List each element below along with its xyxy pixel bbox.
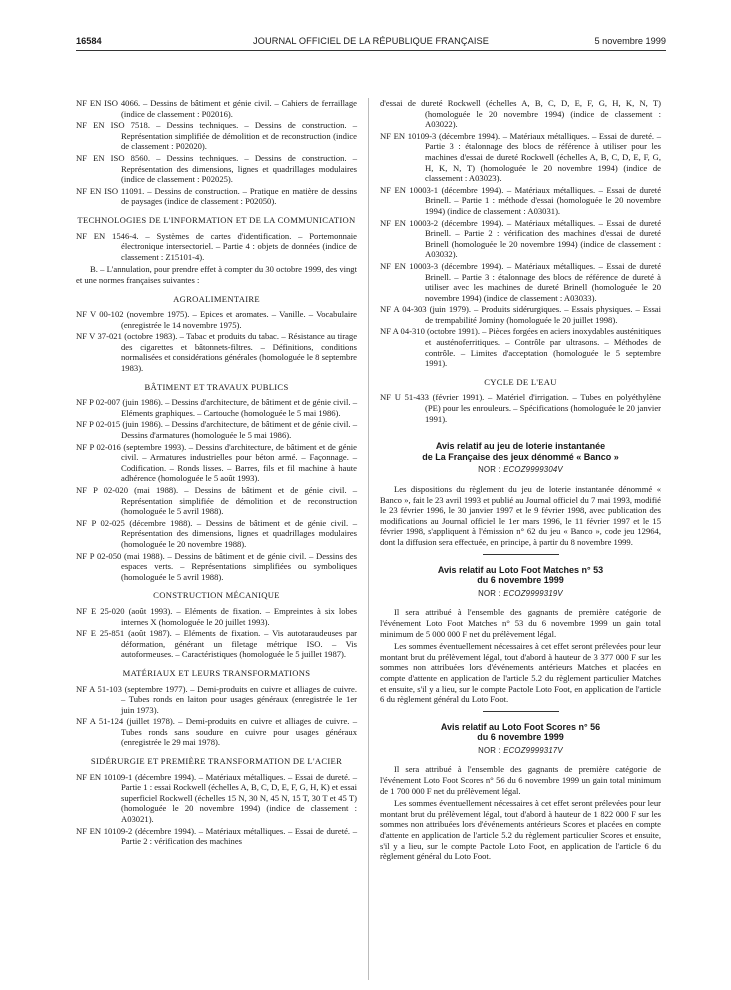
norm-ref: NF EN 10109-1 [76, 771, 133, 782]
norm-ref: NF EN 10003-3 [380, 260, 439, 271]
avis-paragraph: Les dispositions du règlement du jeu de loterie instantanée dénommé « Banco », fait le 23 avril 1993 et publié au Journal officiel du 7 mai 1993, modifié le 23 février 1996, le 30 janvier 1997 et le 9 février 1998, avec publication des modifications au Journal officiel le 1er mars 1996, le 11 février 1997 et le 15 février 1998, s'appliquent à l'émission n° 62 du jeu « Banco », code jeu 12964, dont la diffusion sera effectuée, en principe, à partir du 8 novembre 1999. [380, 484, 661, 547]
avis-paragraph: Il sera attribué à l'ensemble des gagnants de première catégorie de l'événement Loto Foot Scores n° 56 du 6 novembre 1999 un gain total minimum de 1 700 000 F net du prélèvement légal. [380, 764, 661, 796]
avis-title-line: du 6 novembre 1999 [477, 732, 564, 743]
journal-title: JOURNAL OFFICIEL DE LA RÉPUBLIQUE FRANÇAISE [253, 36, 489, 46]
norm-ref: NF EN ISO 7518. [76, 120, 150, 131]
norm-entry [380, 185, 661, 217]
nor-label: NOR : [478, 465, 501, 475]
norm-ref: NF E 25-851 [76, 628, 125, 639]
avis-title-line: Avis relatif au Loto Foot Scores n° 56 [440, 721, 601, 732]
section-heading-mat: MATÉRIAUX ET LEURS TRANSFORMATIONS [122, 667, 311, 678]
norm-entry [380, 392, 661, 424]
norm-text: (mai 1988). – Dessins de bâtiment et de génie civil. – Représentation simplifiée de démolition et de reconstruction (homologuée le 5 avril 1988). [121, 485, 357, 517]
norm-text: (décembre 1988). – Dessins de bâtiment et de génie civil. – Représentation des dimensions, lignes et quadrillages modulaires (homologuée le 20 novembre 1988). [121, 517, 357, 549]
norm-text: (août 1987). – Eléments de fixation. – Vis autotaraudeuses par déformation, générant un filetage métrique ISO. – Vis autoformeuses. – Caractéristiques (homologuée le 5 juillet 1987). [121, 628, 357, 660]
section-heading-sid: SIDÉRURGIE ET PREMIÈRE TRANSFORMATION DE L'ACIER [90, 756, 343, 767]
norm-entry [76, 397, 357, 418]
norm-text: – Dessins techniques. – Dessins de construction. – Représentation des dimensions, lignes et quadrillages modulaires (indice de classement : P02025). [121, 152, 357, 185]
norm-entry [380, 218, 661, 260]
norm-entry [76, 772, 357, 825]
norm-text: – Dessins de construction. – Pratique en matière de dessins de paysages (indice de classement : P02050). [121, 185, 357, 207]
separator-rule [483, 554, 559, 555]
norm-ref: NF A 51-103 [76, 683, 122, 694]
norm-text: (décembre 1994). – Matériaux métalliques. – Essai de dureté Brinell. – Partie 3 : étalonnage des blocs de référence de dureté à utiliser avec les machines de dureté Brinell (homologuée le 20 novembre 1994) (indice de classement : A03033). [425, 260, 662, 303]
norm-text: (décembre 1994). – Matériaux métalliques. – Essai de dureté. – Partie 3 : étalonnage des blocs de référence à utiliser pour les machines d'essai de dureté Rockwell (échelles A, B, C, D, E, F, G, H, K, N, T) (homologuée le 20 novembre 1994) (indice de classement : A03023). [425, 130, 661, 184]
norm-entry [76, 518, 357, 550]
norm-text: (août 1993). – Eléments de fixation. – Empreintes à six lobes internes X (homologuée le 20 juillet 1993). [121, 605, 357, 627]
norm-text: (décembre 1994). – Matériaux métalliques. – Essai de dureté. – Partie 2 : vérification des machines [121, 825, 357, 847]
norm-entry [380, 304, 661, 325]
norm-entry [380, 326, 661, 368]
nor-reference [380, 589, 661, 600]
norm-entry [76, 684, 357, 716]
norm-text: (septembre 1977). – Demi-produits en cuivre et alliages de cuivre. – Tubes ronds en laiton pour usages généraux (enregistrée le 1er juin 1973). [121, 683, 357, 715]
norm-text: (octobre 1991). – Pièces forgées en aciers inoxydables austénitiques et austénoferritiques. – Contrôle par ultrasons. – Méthodes de contrôle. – Limites d'acceptation (homologuée le 5 septembre 1991). [425, 326, 661, 369]
norm-text: (juin 1979). – Produits sidérurgiques. – Essais physiques. – Essai de trempabilité Jominy (homologuée le 20 juillet 1998). [425, 304, 661, 325]
section-heading-tic: TECHNOLOGIES DE L'INFORMATION ET DE LA COMMUNICATION [77, 214, 356, 225]
norm-ref: NF EN 10003-2 [380, 217, 439, 228]
norm-text: – Dessins techniques. – Dessins de construction. – Représentation simplifiée de démolition et de reconstruction (indice de classement : P02020). [121, 120, 357, 152]
norm-ref: NF EN 10109-3 [380, 130, 437, 141]
section-heading-eau: CYCLE DE L'EAU [484, 376, 557, 387]
norm-text: – Systèmes de cartes d'identification. – Portemonnaie électronique intersectoriel. – Partie 4 : objets de données (indice de classement : Z15101-4). [121, 230, 357, 262]
nor-label: NOR : [478, 588, 501, 598]
issue-date: 5 novembre 1999 [594, 36, 666, 46]
column-divider [368, 98, 369, 980]
norm-text: (décembre 1994). – Matériaux métalliques. – Essai de dureté Brinell. – Partie 2 : vérification des machines d'essai de dureté Brinell (homologuée le 20 novembre 1994) (indice de classement : A03032). [425, 217, 662, 260]
norm-entry [76, 98, 357, 119]
norm-ref: NF EN ISO 8560. [76, 152, 150, 163]
norm-ref: NF P 02-015 [76, 419, 121, 430]
avis-banco-title [380, 441, 661, 462]
norm-text: (février 1991). – Matériel d'irrigation. – Tubes en polyéthylène (PE) pour les enrouleurs. – Spécifications (homologuée le 20 janvier 1991). [425, 392, 661, 424]
nor-label: NOR : [478, 745, 501, 755]
norm-ref: NF P 02-007 [76, 397, 121, 408]
norm-ref: NF A 04-303 [380, 304, 427, 315]
norm-entry-continuation: d'essai de dureté Rockwell (échelles A, B, C, D, E, F, G, H, K, N, T) (homologuée le 20 novembre 1994) (indice de classement : A03022). [380, 98, 661, 130]
norm-entry [76, 716, 357, 748]
norm-text: (juin 1986). – Dessins d'architecture, de bâtiment et de génie civil. – Eléments graphiques. – Cartouche (homologuée le 5 mai 1986). [121, 397, 357, 418]
norm-text: (juillet 1978). – Demi-produits en cuivre et alliages de cuivre. – Tubes ronds sans soudure en cuivre pour usages généraux (enregistrée le 29 mai 1978). [121, 716, 358, 748]
norm-ref: NF P 02-050 [76, 550, 122, 561]
avis-paragraph: Les sommes éventuellement nécessaires à cet effet seront prélevées pour leur montant brut du prélèvement légal, tout d'abord à hauteur de 3 377 000 F sur les sommes non attribuées lors d'événements antérieurs Matches et placées en compte d'attente en application de l'article 5.2 du règlement particulier Matches et ensuite, s'il y a lieu, sur le compte Pactole Loto Foot, en application de l'article 6 du règlement général du Loto Foot. [380, 641, 661, 705]
norm-ref: NF P 02-020 [76, 485, 129, 495]
norm-entry [76, 485, 357, 517]
norm-ref: NF EN ISO 11091. [76, 185, 145, 196]
norm-entry [76, 442, 357, 484]
norm-ref: NF EN ISO 4066. [76, 98, 141, 108]
norm-text: (novembre 1975). – Epices et aromates. – Vanille. – Vocabulaire (enregistrée le 14 novembre 1975). [121, 309, 357, 330]
norm-ref: NF A 04-310 [380, 326, 425, 337]
avis-title-line: Avis relatif au jeu de loterie instantanée [435, 441, 606, 452]
norm-ref: NF E 25-020 [76, 605, 125, 616]
page-header [76, 36, 666, 50]
norm-ref: NF EN 10003-1 [380, 184, 439, 195]
norm-ref: NF U 51-433 [380, 392, 429, 403]
nor-code: ECOZ9999304V [503, 465, 563, 475]
left-column [76, 98, 357, 848]
norm-entry [380, 261, 661, 303]
norm-text: (décembre 1994). – Matériaux métalliques. – Essai de dureté Brinell. – Partie 1 : méthode d'essai (homologuée le 20 novembre 1994) (indice de classement : A03031). [425, 184, 662, 216]
paragraph-b: B. – L'annulation, pour prendre effet à compter du 30 octobre 1999, des vingt et une normes françaises suivantes : [76, 264, 357, 285]
section-heading-agro: AGROALIMENTAIRE [173, 293, 260, 304]
norm-entry [76, 551, 357, 583]
norm-entry [76, 419, 357, 440]
norm-text: (décembre 1994). – Matériaux métalliques. – Essai de dureté. – Partie 1 : essai Rockwell (échelles A, B, C, D, E, F, G, H, K) et essai superficiel Rockwell (échelles 15 N, 30 N, 45 N, 15 T, 30 T et 45 T) (homologuée le 20 novembre 1994) (indice de classement : A03021). [121, 771, 357, 825]
norm-entry [76, 186, 357, 207]
norm-text: – Dessins de bâtiment et génie civil. – Cahiers de ferraillage (indice de classement : P02016). [121, 98, 357, 119]
norm-ref: NF EN 1546-4. [76, 230, 139, 241]
norm-ref: NF A 51-124 [76, 716, 124, 727]
norm-entry [76, 309, 357, 330]
nor-code: ECOZ9999319V [503, 588, 563, 598]
avis-matches-title [380, 565, 661, 586]
right-column [380, 98, 661, 863]
norm-entry [380, 131, 661, 184]
norm-text: (octobre 1983). – Tabac et produits du tabac. – Résistance au tirage des cigarettes et bâtonnets-filtres. – Définitions, conditions normalisées et considérations générales (homologuée le 8 septembre 1983). [121, 331, 358, 374]
page-number: 16584 [76, 36, 102, 46]
avis-title-line: du 6 novembre 1999 [477, 575, 564, 586]
avis-scores-title [380, 722, 661, 743]
norm-entry [76, 628, 357, 660]
norm-ref: NF V 00-102 [76, 309, 124, 320]
avis-paragraph: Il sera attribué à l'ensemble des gagnants de première catégorie de l'événement Loto Foot Matches n° 53 du 6 novembre 1999 un gain total minimum de 5 000 000 F net du prélèvement légal. [380, 607, 661, 639]
avis-paragraph: Les sommes éventuellement nécessaires à cet effet seront prélevées pour leur montant brut du prélèvement légal, tout d'abord à hauteur de 1 822 000 F sur les sommes non attribuées lors d'événements antérieurs Scores et placées en compte d'attente en application de l'article 5.2 du règlement particulier Scores et ensuite, s'il y a lieu, sur le compte Pactole Loto Foot, en application de l'article 6 du règlement général du Loto Foot. [380, 798, 661, 862]
avis-title-line: de La Française des jeux dénommé « Banco » [422, 451, 619, 462]
separator-rule [483, 711, 559, 712]
norm-text: (mai 1988). – Dessins de bâtiment et de génie civil. – Dessins des espaces verts. – Représentations simplifiées ou symboliques (homologuée le 5 avril 1988). [121, 550, 358, 582]
norm-entry [76, 153, 357, 185]
header-rule [76, 50, 666, 51]
norm-entry [76, 120, 357, 152]
norm-entry [76, 826, 357, 847]
norm-text: (juin 1986). – Dessins d'architecture, de bâtiment et de génie civil. – Dessins d'armatures (homologuée le 5 mai 1986). [121, 419, 357, 441]
norm-ref: NF P 02-025 [76, 517, 125, 528]
norm-entry [76, 331, 357, 373]
norm-ref: NF P 02-016 [76, 441, 121, 452]
nor-reference [380, 746, 661, 757]
avis-title-line: Avis relatif au Loto Foot Matches n° 53 [437, 564, 604, 575]
section-heading-btp: BÂTIMENT ET TRAVAUX PUBLICS [144, 381, 289, 392]
norm-entry [76, 606, 357, 627]
norm-entry [76, 231, 357, 263]
nor-reference [380, 465, 661, 476]
nor-code: ECOZ9999317V [503, 745, 563, 755]
section-heading-meca: CONSTRUCTION MÉCANIQUE [153, 590, 280, 601]
norm-ref: NF EN 10109-2 [76, 825, 133, 836]
norm-ref: NF V 37-021 [76, 331, 122, 342]
norm-text: (septembre 1993). – Dessins d'architecture, de bâtiment et de génie civil. – Armatures industrielles pour béton armé. – Façonnage. – Codification. – Ronds lisses. – Barres, fils et fil machine à haute adhérence (homologuée le 5 août 1993). [121, 441, 357, 484]
